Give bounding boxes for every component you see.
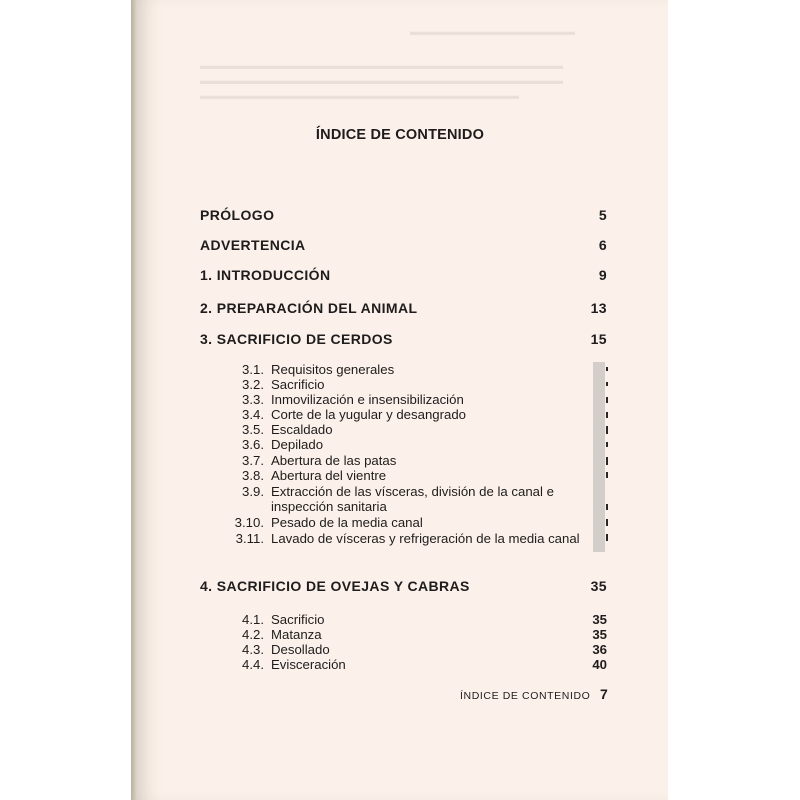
toc-entry-prologo (200, 207, 607, 223)
subentry-title: Lavado de vísceras y refrigeración de la media canal (271, 531, 580, 546)
subentry-page: 35 (592, 612, 607, 627)
page-title: ÍNDICE DE CONTENIDO (315, 127, 485, 143)
subentry-title: Extracción de las vísceras, división de la canal e inspección sanitaria (271, 484, 554, 514)
page-number: 7 (600, 686, 608, 702)
subentry-number: 3.4. (242, 407, 264, 422)
toc-entry-preparacion (200, 300, 607, 316)
toc-entry-introduccion (200, 267, 607, 283)
toc-entry-label: 4. SACRIFICIO DE OVEJAS Y CABRAS (200, 578, 470, 594)
page-spine-shadow (131, 0, 137, 800)
toc-subentry (228, 377, 607, 392)
toc-subentry (228, 612, 607, 627)
toc-subentry (228, 422, 607, 437)
subentry-title: Inmovilización e insensibilización (271, 392, 464, 407)
subentry-number: 4.4. (242, 657, 264, 672)
subentry-number: 3.5. (242, 422, 264, 437)
subentry-title: Requisitos generales (271, 362, 395, 377)
toc-entry-sacrificio-ovejas-cabras (200, 578, 607, 594)
toc-entry-label: 2. PREPARACIÓN DEL ANIMAL (200, 300, 418, 316)
toc-entry-page: 5 (598, 207, 607, 223)
subentry-title: Abertura de las patas (271, 453, 397, 468)
subentry-title: Abertura del vientre (271, 468, 387, 483)
toc-subentry (228, 392, 607, 407)
subentry-page: 40 (592, 657, 607, 672)
subentry-number: 3.1. (242, 362, 264, 377)
toc-entry-advertencia (200, 237, 607, 253)
bleed-through-text: ▬▬▬▬▬▬▬▬▬▬▬▬▬▬▬▬▬▬▬▬▬▬▬▬▬▬▬▬▬ (200, 90, 519, 102)
subentry-number: 3.9. (242, 484, 264, 499)
subentry-number: 3.8. (242, 468, 264, 483)
toc-subentry (228, 531, 607, 546)
subentry-title: Escaldado (271, 422, 333, 437)
toc-entry-page: 6 (598, 237, 607, 253)
subentry-number: 4.1. (242, 612, 264, 627)
subentry-number: 3.3. (242, 392, 264, 407)
subentry-title: Pesado de la media canal (271, 515, 423, 530)
redaction-bar (593, 362, 605, 552)
toc-entry-label: 3. SACRIFICIO DE CERDOS (200, 331, 393, 347)
bleed-through-text: ▬▬▬▬▬▬▬▬▬▬▬▬▬▬▬▬▬▬▬▬▬▬▬▬▬▬▬▬▬▬▬▬▬ (200, 60, 563, 72)
toc-entry-label: PRÓLOGO (200, 207, 275, 223)
subentry-title: Depilado (271, 437, 324, 452)
toc-subentry (228, 437, 607, 452)
toc-entry-page: 15 (590, 331, 607, 347)
subentry-page: 35 (592, 627, 607, 642)
toc-entry-page: 9 (598, 267, 607, 283)
subentry-title: Matanza (271, 627, 322, 642)
toc-subentry (228, 627, 607, 642)
toc-subentry (228, 407, 607, 422)
toc-subentry (228, 642, 607, 657)
running-head: ÍNDICE DE CONTENIDO (460, 690, 591, 702)
subentry-title: Sacrificio (271, 612, 325, 627)
bleed-through-text: ▬▬▬▬▬▬▬▬▬▬▬▬▬▬▬ (410, 26, 575, 38)
subentry-page: 36 (592, 642, 607, 657)
subentry-number: 3.7. (242, 453, 264, 468)
toc-subentry (228, 468, 607, 483)
subentry-title: Desollado (271, 642, 330, 657)
toc-entry-page: 35 (590, 578, 607, 594)
toc-subentry (228, 515, 607, 530)
bleed-through-text: ▬▬▬▬▬▬▬▬▬▬▬▬▬▬▬▬▬▬▬▬▬▬▬▬▬▬▬▬▬▬▬▬▬ (200, 75, 563, 87)
subentry-number: 3.2. (242, 377, 264, 392)
toc-entry-label: ADVERTENCIA (200, 237, 306, 253)
toc-entry-page: 13 (590, 300, 607, 316)
toc-entry-label: 1. INTRODUCCIÓN (200, 267, 331, 283)
subentry-title: Evisceración (271, 657, 346, 672)
toc-subentry (228, 362, 607, 377)
obscured-page-numbers (606, 362, 609, 552)
subentry-number: 3.6. (242, 437, 264, 452)
toc-entry-sacrificio-cerdos (200, 331, 607, 347)
subentry-number: 4.2. (242, 627, 264, 642)
toc-subentry (228, 453, 607, 468)
toc-subentry (228, 484, 607, 514)
subentry-title: Sacrificio (271, 377, 325, 392)
subentry-number: 3.11. (235, 531, 264, 546)
subentry-title: Corte de la yugular y desangrado (271, 407, 467, 422)
subentry-number: 4.3. (242, 642, 264, 657)
toc-subentry (228, 657, 607, 672)
subentry-number: 3.10. (234, 515, 264, 530)
